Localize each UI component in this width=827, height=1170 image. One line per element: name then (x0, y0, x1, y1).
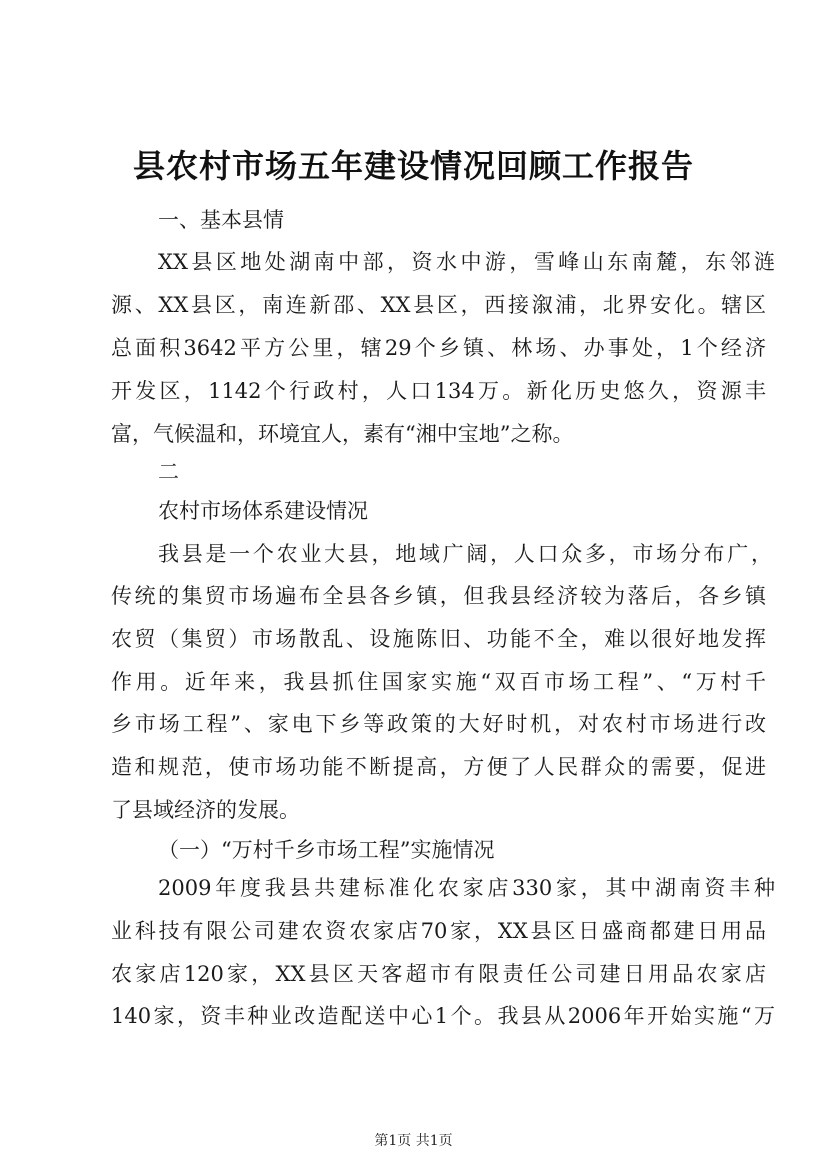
paragraph-line: 农家店120家，XX县区天客超市有限责任公司建日用品农家店 (111, 962, 766, 986)
paragraph-line: 乡市场工程”、家电下乡等政策的大好时机，对农村市场进行改 (111, 712, 766, 736)
section-heading-market-system: 农村市场体系建设情况 (158, 499, 368, 523)
paragraph-line: 业科技有限公司建农资农家店70家，XX县区日盛商都建日用品 (111, 919, 766, 943)
paragraph-line: 开发区，1142个行政村，人口134万。新化历史悠久，资源丰 (111, 379, 766, 403)
page-footer: 第1页 共1页 (374, 1133, 453, 1149)
paragraph-line: 农贸（集贸）市场散乱、设施陈旧、功能不全，难以很好地发挥 (111, 627, 766, 651)
paragraph-line: 了县域经济的发展。 (111, 798, 300, 822)
subsection-heading: （一）“万村千乡市场工程”实施情况 (158, 838, 495, 862)
paragraph-line: 总面积3642平方公里，辖29个乡镇、林场、办事处，1个经济 (111, 336, 766, 360)
paragraph-line: 富，气候温和，环境宜人，素有“湘中宝地”之称。 (111, 422, 574, 446)
paragraph-line: 造和规范，使市场功能不断提高，方便了人民群众的需要，促进 (111, 755, 766, 779)
paragraph-line: 140家，资丰种业改造配送中心1个。我县从2006年开始实施“万 (111, 1004, 775, 1028)
paragraph-line: 源、XX县区，南连新邵、XX县区，西接溆浦，北界安化。辖区 (111, 293, 766, 317)
section-heading-number: 二 (158, 460, 179, 484)
paragraph-line: XX县区地处湖南中部，资水中游，雪峰山东南麓，东邻涟 (158, 250, 775, 274)
paragraph-line: 传统的集贸市场遍布全县各乡镇，但我县经济较为落后，各乡镇 (111, 584, 766, 608)
document-title: 县农村市场五年建设情况回顾工作报告 (132, 147, 694, 185)
paragraph-line: 2009年度我县共建标准化农家店330家，其中湖南资丰种 (158, 876, 775, 900)
paragraph-line: 作用。近年来，我县抓住国家实施“双百市场工程”、“万村千 (111, 670, 766, 694)
paragraph-line: 我县是一个农业大县，地域广阔，人口众多，市场分布广， (158, 542, 772, 566)
section-heading-basic-info: 一、基本县情 (158, 208, 284, 232)
